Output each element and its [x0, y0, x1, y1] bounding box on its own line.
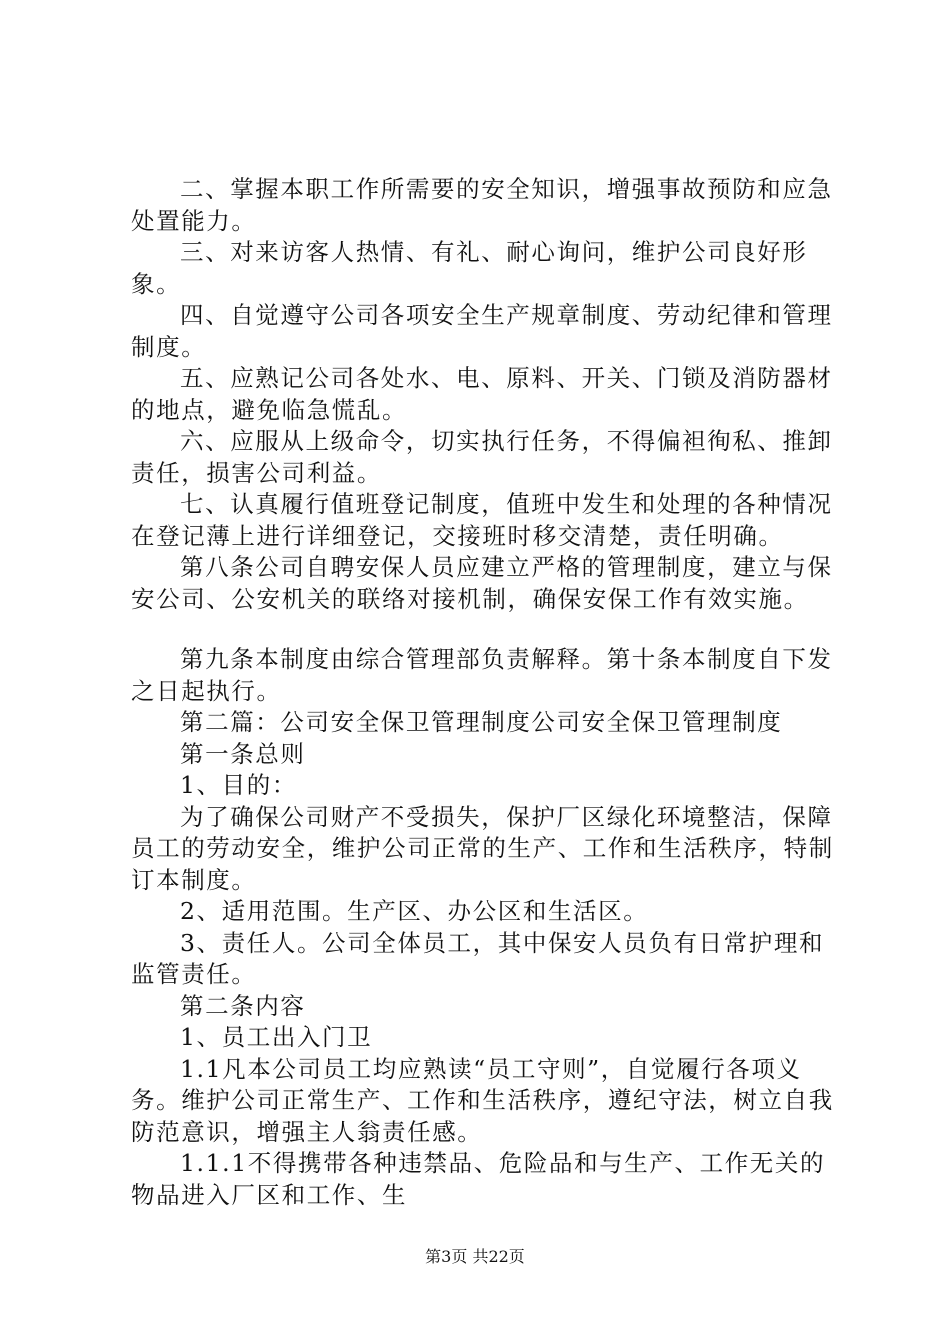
page-number-footer: 第3页 共22页 — [425, 1247, 525, 1266]
paragraph: 第八条公司自聘安保人员应建立严格的管理制度，建立与保安公司、公安机关的联络对接机制，确保安保工作有效实施。 — [131, 553, 833, 613]
article-heading: 第一条总则 — [180, 739, 306, 768]
paragraph: 1、目的： — [180, 771, 297, 799]
paragraph: 2、适用范围。生产区、办公区和生活区。 — [180, 897, 649, 925]
document-body — [131, 174, 843, 1211]
paragraph: 二、掌握本职工作所需要的安全知识，增强事故预防和应急处置能力。 — [131, 175, 833, 235]
paragraph: 3、责任人。公司全体员工，其中保安人员负有日常护理和监管责任。 — [131, 928, 825, 988]
paragraph: 六、应服从上级命令，切实执行任务，不得偏袒徇私、推卸责任，损害公司利益。 — [131, 427, 833, 487]
paragraph: 三、对来访客人热情、有礼、耐心询问，维护公司良好形象。 — [131, 238, 808, 298]
article-heading: 第二条内容 — [180, 991, 306, 1020]
paragraph: 1、员工出入门卫 — [180, 1023, 373, 1051]
paragraph: 1.1.1不得携带各种违禁品、危险品和与生产、工作无关的物品进入厂区和工作、生 — [131, 1149, 826, 1209]
section-heading: 第二篇：公司安全保卫管理制度公司安全保卫管理制度 — [180, 708, 783, 736]
paragraph: 四、自觉遵守公司各项安全生产规章制度、劳动纪律和管理制度。 — [131, 301, 833, 361]
paragraph: 为了确保公司财产不受损失，保护厂区绿化环境整洁，保障员工的劳动安全，维护公司正常的生产、工作和生活秩序，特制订本制度。 — [131, 802, 834, 894]
paragraph: 1.1凡本公司员工均应熟读“员工守则”，自觉履行各项义务。维护公司正常生产、工作和生活秩序，遵纪守法，树立自我防范意识，增强主人翁责任感。 — [131, 1054, 834, 1146]
paragraph: 第九条本制度由综合管理部负责解释。第十条本制度自下发之日起执行。 — [131, 645, 833, 705]
paragraph: 七、认真履行值班登记制度，值班中发生和处理的各种情况在登记薄上进行详细登记，交接班时移交清楚，责任明确。 — [131, 490, 833, 550]
paragraph: 五、应熟记公司各处水、电、原料、开关、门锁及消防器材的地点，避免临急慌乱。 — [131, 364, 833, 424]
